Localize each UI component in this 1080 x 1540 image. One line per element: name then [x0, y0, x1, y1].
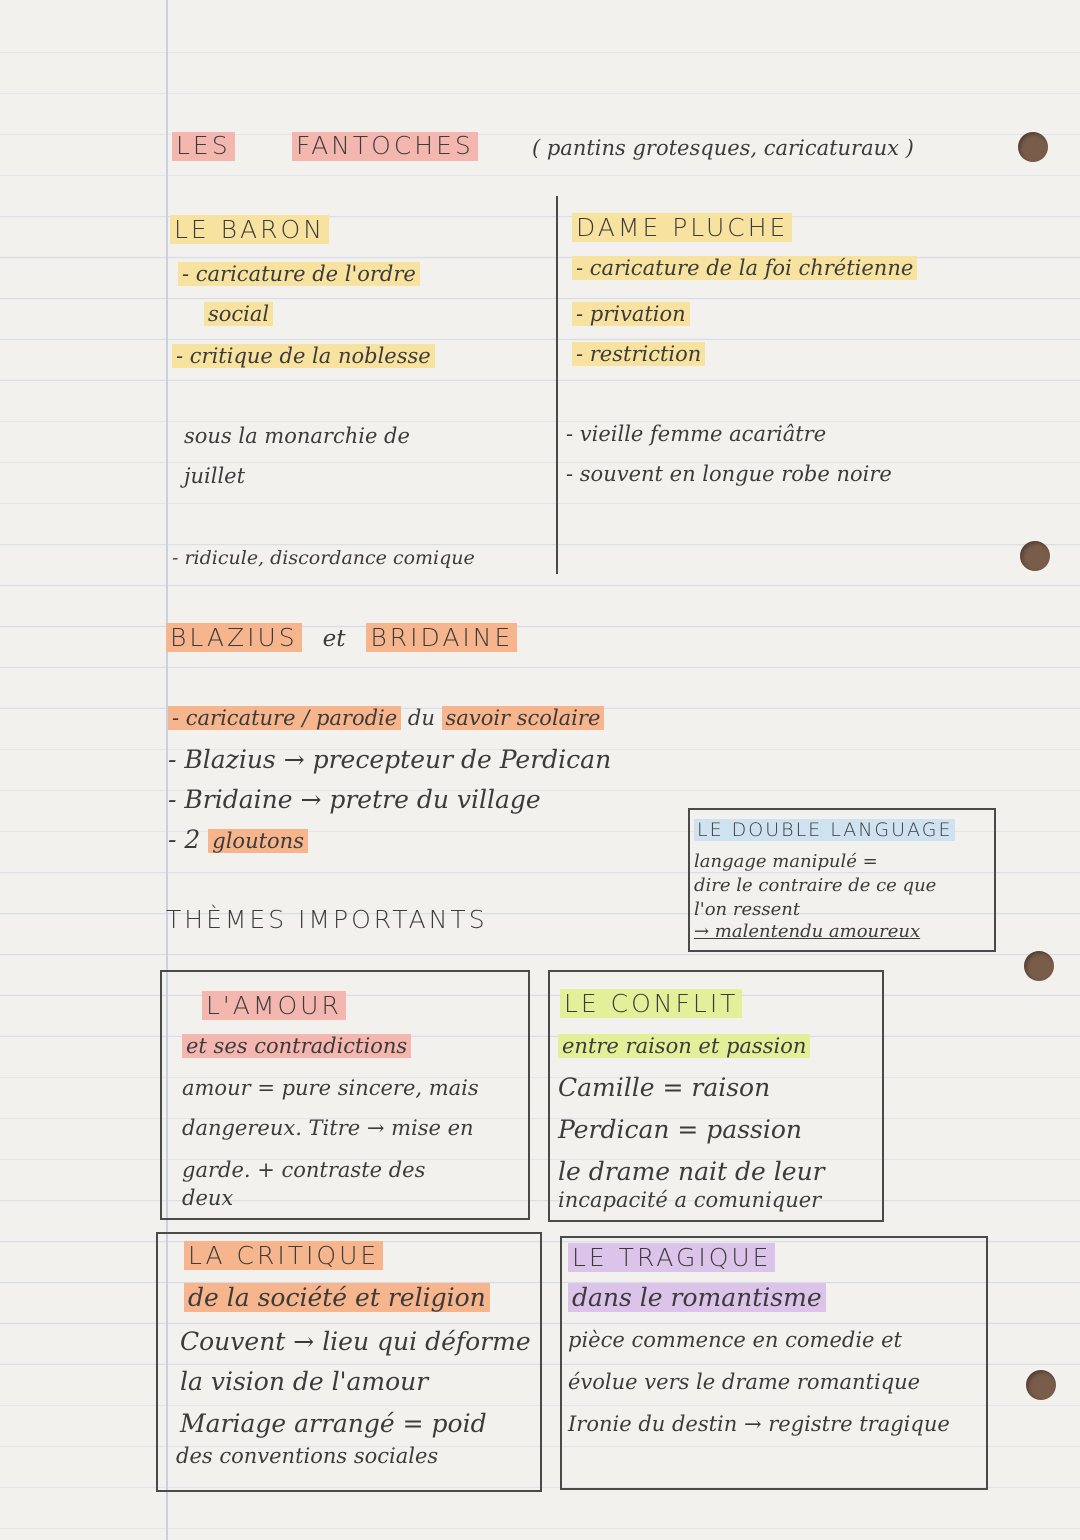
heading-fantoches: FANTOCHES — [292, 132, 478, 161]
blazius-line4b: gloutons — [208, 829, 308, 853]
critique-title — [184, 1242, 383, 1271]
pluche-line2-text: - privation — [572, 302, 690, 326]
binder-hole — [1020, 541, 1050, 571]
column-divider — [556, 196, 558, 574]
tragique-line2: évolue vers le drame romantique — [568, 1370, 921, 1394]
blazius-line1c: savoir scolaire — [442, 706, 605, 730]
critique-title-text: LA CRITIQUE — [184, 1241, 383, 1270]
conflit-title — [560, 990, 742, 1019]
conflit-subtitle — [558, 1034, 810, 1058]
pluche-line1 — [572, 256, 917, 280]
baron-line2-text: - critique de la noblesse — [172, 344, 435, 368]
critique-line2: la vision de l'amour — [180, 1367, 429, 1396]
tragique-subtitle-text: dans le romantisme — [568, 1283, 826, 1312]
tragique-box — [560, 1236, 988, 1490]
double-langage-title-text: LE DOUBLE LANGUAGE — [694, 819, 955, 841]
conflit-line2: Perdican = passion — [558, 1115, 803, 1144]
critique-line3: Mariage arrangé = poid — [180, 1409, 487, 1438]
blazius-title-2: BRIDAINE — [366, 623, 517, 652]
double-langage-line1: langage manipulé = — [694, 851, 878, 872]
pluche-line3 — [572, 342, 705, 366]
heading-subtitle: ( pantins grotesques, caricaturaux ) — [532, 136, 914, 160]
pluche-title-text: DAME PLUCHE — [572, 213, 792, 242]
critique-line4: des conventions sociales — [176, 1444, 439, 1468]
critique-subtitle — [184, 1284, 490, 1313]
blazius-title-et: et — [322, 626, 346, 652]
pluche-line5: - souvent en longue robe noire — [566, 462, 892, 486]
themes-title: THÈMES IMPORTANTS — [166, 905, 488, 934]
binder-hole — [1026, 1370, 1056, 1400]
blazius-line3: - Bridaine → pretre du village — [168, 785, 541, 814]
conflit-box — [548, 970, 884, 1222]
amour-title-text: L'AMOUR — [202, 991, 346, 1020]
double-langage-line2: dire le contraire de ce que — [694, 875, 937, 896]
amour-subtitle — [182, 1034, 411, 1058]
conflit-subtitle-text: entre raison et passion — [558, 1034, 810, 1058]
conflit-line3: le drame nait de leur — [558, 1157, 825, 1186]
tragique-subtitle — [568, 1284, 826, 1313]
baron-line1a — [178, 262, 420, 286]
critique-subtitle-text: de la société et religion — [184, 1283, 490, 1312]
conflit-line4: incapacité a comuniquer — [558, 1188, 822, 1212]
tragique-title-text: LE TRAGIQUE — [568, 1243, 775, 1272]
amour-line3: garde. + contraste des — [182, 1158, 426, 1182]
baron-line3a: sous la monarchie de — [184, 424, 410, 448]
double-langage-title — [694, 820, 955, 842]
binder-hole — [1024, 951, 1054, 981]
blazius-line1b: du — [407, 706, 435, 730]
pluche-line1-text: - caricature de la foi chrétienne — [572, 256, 917, 280]
amour-line1: amour = pure sincere, mais — [182, 1076, 479, 1100]
baron-line2 — [172, 344, 435, 368]
double-langage-line3: l'on ressent — [694, 899, 801, 920]
blazius-line1 — [168, 706, 604, 730]
tragique-line1: pièce commence en comedie et — [568, 1328, 903, 1352]
binder-hole — [1018, 132, 1048, 162]
amour-line2: dangereux. Titre → mise en — [182, 1116, 474, 1140]
baron-line3b: juillet — [184, 464, 246, 488]
conflit-title-text: LE CONFLIT — [560, 989, 742, 1018]
blazius-title — [166, 624, 517, 653]
baron-title — [170, 216, 329, 245]
blazius-line4 — [168, 826, 308, 855]
pluche-line3-text: - restriction — [572, 342, 705, 366]
blazius-line1a: - caricature / parodie — [168, 706, 401, 730]
baron-line1b — [204, 302, 273, 326]
baron-title-text: LE BARON — [170, 215, 329, 244]
pluche-line4: - vieille femme acariâtre — [566, 422, 827, 446]
pluche-title — [572, 214, 792, 243]
blazius-title-1: BLAZIUS — [166, 623, 302, 652]
tragique-line3: Ironie du destin → registre tragique — [568, 1412, 950, 1436]
amour-subtitle-text: et ses contradictions — [182, 1034, 411, 1058]
amour-line4: deux — [182, 1186, 234, 1210]
double-langage-box — [688, 808, 996, 952]
pluche-line2 — [572, 302, 690, 326]
conflit-line1: Camille = raison — [558, 1073, 771, 1102]
baron-line4: - ridicule, discordance comique — [172, 547, 475, 569]
blazius-line4a: - 2 — [168, 825, 201, 854]
amour-box — [160, 970, 530, 1220]
critique-box — [156, 1232, 542, 1492]
blazius-line2: - Blazius → precepteur de Perdican — [168, 745, 612, 774]
critique-line1: Couvent → lieu qui déforme — [180, 1327, 531, 1356]
heading-les: LES — [172, 132, 235, 161]
tragique-title — [568, 1244, 775, 1273]
baron-line1a-text: - caricature de l'ordre — [178, 262, 420, 286]
amour-title — [202, 992, 346, 1021]
double-langage-line4: → malentendu amoureux — [694, 921, 921, 942]
baron-line1b-text: social — [204, 302, 273, 326]
